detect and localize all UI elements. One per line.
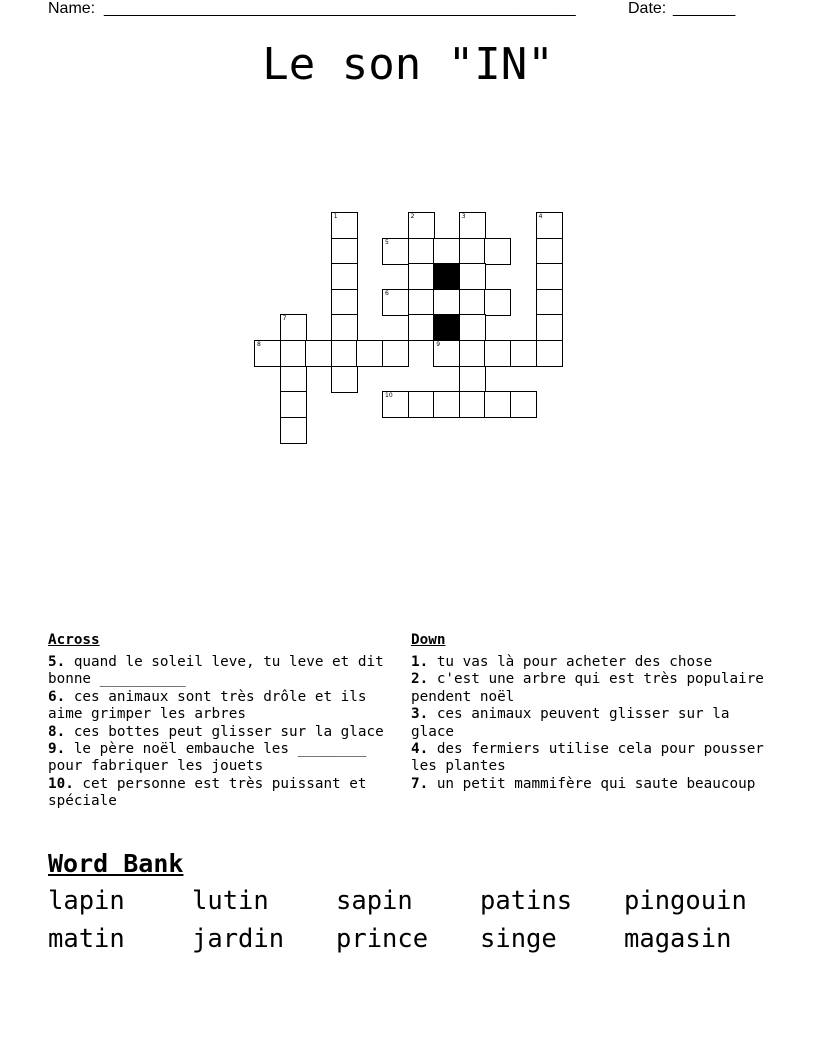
clue-number: 2 (410, 213, 415, 220)
crossword-cell[interactable] (459, 289, 486, 316)
crossword-cell[interactable] (459, 212, 486, 239)
word-bank-item: lapin (48, 886, 125, 916)
crossword-cell[interactable] (305, 340, 332, 367)
clue-text: c'est une arbre qui est très populaire pendent noël (411, 671, 764, 705)
clue-number: 5 (385, 238, 389, 246)
crossword-cell[interactable] (382, 391, 409, 418)
clue (48, 776, 404, 811)
word-bank-item: singe (480, 924, 557, 954)
clue-number: 4 (538, 213, 543, 220)
crossword-cell[interactable] (433, 391, 460, 418)
crossword-cell[interactable] (408, 314, 435, 341)
clue-number: 7. (411, 775, 429, 792)
crossword-black-cell (433, 314, 460, 341)
crossword-cell[interactable] (433, 238, 460, 265)
crossword-cell[interactable] (408, 212, 435, 239)
crossword-cell[interactable] (536, 340, 563, 367)
crossword-cell[interactable] (536, 314, 563, 341)
clue-number: 3. (411, 706, 429, 723)
crossword-cell[interactable] (331, 238, 358, 265)
clue-number: 10 (385, 392, 393, 400)
crossword-cell[interactable] (408, 238, 435, 265)
crossword-cell[interactable] (331, 366, 358, 393)
word-bank-item: pingouin (624, 886, 747, 916)
crossword-cell[interactable] (484, 238, 511, 265)
crossword-cell[interactable] (331, 340, 358, 367)
crossword-cell[interactable] (408, 391, 435, 418)
crossword-cell[interactable] (536, 289, 563, 316)
clue-number: 3 (461, 213, 466, 220)
crossword-cell[interactable] (536, 238, 563, 265)
crossword-cell[interactable] (280, 391, 307, 418)
crossword-cell[interactable] (408, 289, 435, 316)
clue (48, 724, 404, 741)
word-bank-title: Word Bank (48, 849, 184, 878)
across-heading: Across (48, 632, 100, 648)
clue-number: 7 (282, 315, 287, 323)
crossword-cell[interactable] (536, 212, 563, 239)
word-bank-item: magasin (624, 924, 732, 954)
clue (411, 741, 767, 776)
crossword-cell[interactable] (510, 391, 537, 418)
word-bank-item: prince (336, 924, 429, 954)
clue-text: quand le soleil leve, tu leve et dit bonne __________ (48, 654, 384, 688)
clue-number: 4. (411, 741, 429, 758)
crossword-cell[interactable] (484, 340, 511, 367)
crossword-cell[interactable] (459, 391, 486, 418)
down-clues (411, 632, 767, 793)
clue-text: le père noël embauche les ________ pour fabriquer les jouets (48, 741, 367, 775)
clue-text: des fermiers utilise cela pour pousser les plantes (411, 741, 764, 775)
crossword-cell[interactable] (408, 263, 435, 290)
clue-number: 10. (48, 775, 74, 792)
word-bank-item: matin (48, 924, 125, 954)
crossword-cell[interactable] (280, 366, 307, 393)
crossword-cell[interactable] (331, 263, 358, 290)
crossword-cell[interactable] (459, 314, 486, 341)
clue (411, 654, 767, 671)
crossword-cell[interactable] (280, 340, 307, 367)
crossword-cell[interactable] (484, 289, 511, 316)
crossword-cell[interactable] (459, 263, 486, 290)
clue-number: 9 (436, 341, 441, 348)
crossword-cell[interactable] (459, 366, 486, 393)
crossword-cell[interactable] (433, 340, 460, 367)
crossword-cell[interactable] (459, 340, 486, 367)
crossword-cell[interactable] (510, 340, 537, 367)
crossword-cell[interactable] (382, 238, 409, 265)
clue-number: 6 (385, 289, 389, 297)
clue (411, 671, 767, 706)
crossword-cell[interactable] (433, 289, 460, 316)
name-label: Name: (48, 0, 96, 17)
clue (48, 689, 404, 724)
clue-number: 1. (411, 654, 429, 670)
clue (411, 776, 767, 793)
crossword-cell[interactable] (280, 417, 307, 444)
date-field[interactable]: _______ (673, 0, 736, 17)
word-bank-item: jardin (192, 924, 285, 954)
word-bank-item: sapin (336, 886, 413, 916)
name-field[interactable]: _____________________________________________________ (104, 0, 576, 17)
clue-text: ces bottes peut glisser sur la glace (65, 723, 384, 740)
clue-number: 8 (257, 341, 261, 348)
crossword-cell[interactable] (356, 340, 383, 367)
clue-text: un petit mammifère qui saute beaucoup (428, 775, 756, 792)
clue-number: 8. (48, 723, 66, 740)
crossword-cell[interactable] (331, 212, 358, 239)
clue-text: tu vas là pour acheter des chose (428, 654, 713, 670)
date-label: Date: (628, 0, 667, 17)
clue-number: 6. (48, 688, 66, 705)
crossword-cell[interactable] (254, 340, 281, 367)
crossword-cell[interactable] (536, 263, 563, 290)
clue (48, 654, 404, 689)
word-bank-item: patins (480, 886, 573, 916)
clue-number: 1 (333, 213, 338, 220)
clue-number: 2. (411, 671, 429, 688)
page-title: Le son "IN" (262, 39, 554, 90)
word-bank-item: lutin (192, 886, 269, 916)
across-clues (48, 632, 404, 811)
clue-text: ces animaux peuvent glisser sur la glace (411, 706, 730, 740)
crossword-cell[interactable] (331, 289, 358, 316)
crossword-black-cell (433, 263, 460, 290)
clue-number: 5. (48, 654, 66, 670)
crossword-cell[interactable] (459, 238, 486, 265)
across-clue-list (48, 654, 404, 811)
clue (48, 741, 404, 776)
down-heading: Down (411, 632, 446, 648)
crossword-cell[interactable] (382, 289, 409, 316)
crossword-cell[interactable] (382, 340, 409, 367)
clue-text: cet personne est très puissant et spéciale (48, 775, 367, 810)
crossword-cell[interactable] (331, 314, 358, 341)
crossword-cell[interactable] (280, 314, 307, 341)
clue-text: ces animaux sont très drôle et ils aime grimper les arbres (48, 688, 367, 723)
clue (411, 706, 767, 741)
crossword-cell[interactable] (484, 391, 511, 418)
down-clue-list (411, 654, 767, 793)
clue-number: 9. (48, 741, 66, 758)
